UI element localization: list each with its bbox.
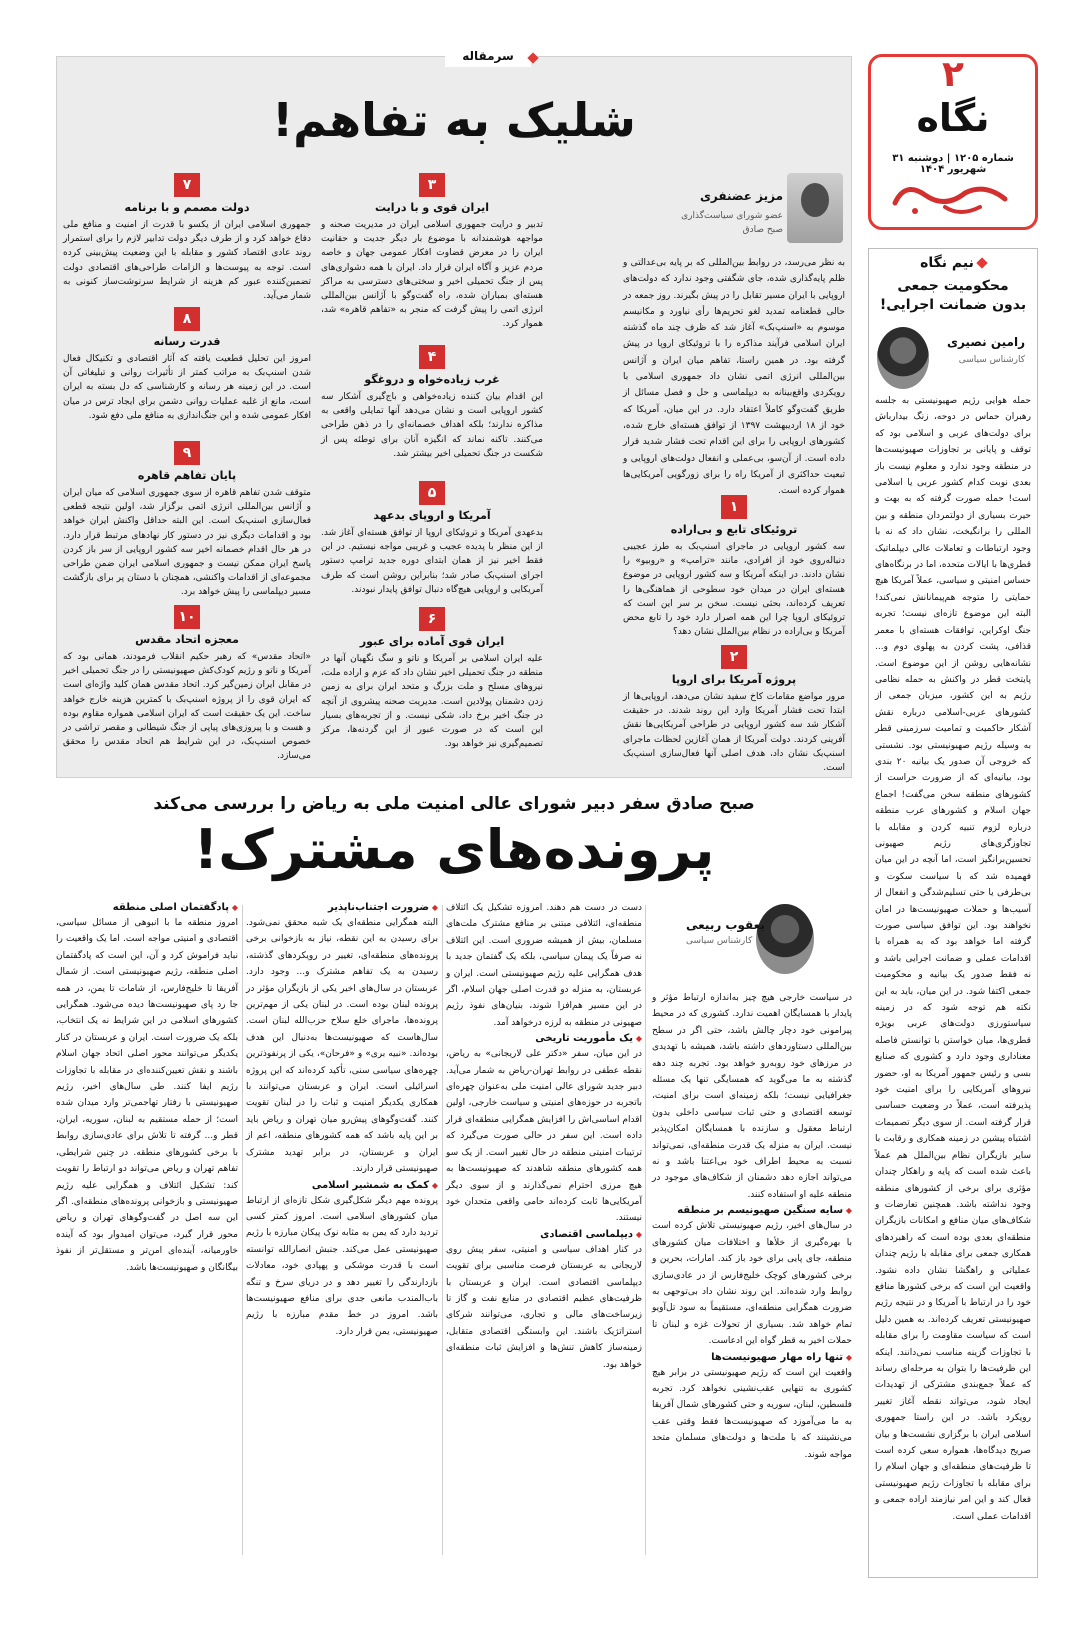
author-name: یعقوب ربیعی	[686, 918, 765, 932]
item-heading: دولت مصمم و با برنامه	[124, 201, 250, 214]
item-number: ۱	[721, 495, 747, 519]
item-body: سه کشور اروپایی در ماجرای اسنپ‌بک به طرز عجیبی دنباله‌روی خود از افرادی، مانند «ترامپ» و «روبیو» را نشان دادند. در اینکه آمریکا و سه کشور اروپایی در موضوع هسته‌ای ایران در میدان خود سطوحی از هماهنگی‌ها را تعریف کرده‌اند، بحثی نیست. سخن بر سر این است که تروئیکای اروپا چرا این همه اصرار دارد خود را تابع محض آمریکا و بی‌اراده در نظام بین‌الملل نشان دهد؟	[623, 542, 845, 638]
editorial-item	[623, 645, 845, 775]
editorial-box	[56, 49, 852, 778]
subheading: ◆ پادگفتمان اصلی منطقه	[56, 902, 238, 913]
author-role: کارشناس سیاسی	[958, 355, 1025, 365]
paragraph: البته همگرایی منطقه‌ای یک شبه محقق نمی‌شود. برای رسیدن به این نقطه، نیاز به بازخوانی برخی پرونده‌های منطقه‌ای، تغییر در رویکردهای گذشته، رسیدن به یک تفاهم مشترک و... وجود دارد. عربستان در سال‌های اخیر یکی از بازیگران مؤثر در پرونده لبنان بوده است. در لبنان یکی از مهم‌ترین پرونده‌ها، ماجرای خلع سلاح حزب‌الله لبنان است. سال‌هاست که صهیونیست‌ها به‌دنبال این هدف بوده‌اند. «نبیه بری» و «فرحان»، یکی از پرنفوذترین چهره‌های سیاسی سنی، تأکید کرده‌اند که این پروژه اسرائیلی است. ایران و عربستان می‌توانند با همکاری یکدیگر امنیت و ثبات را در لبنان تقویت کنند. گفت‌وگوهای پیش‌رو میان تهران و ریاض باید بر این پایه باشد که همه کشورهای منطقه، اعم از ایران و عربستان، در برابر تهدید مشترک صهیونیستی قرار دارند.	[246, 918, 438, 1175]
editorial-item	[321, 173, 543, 332]
item-body: این اقدام بیان کننده زیاده‌خواهی و باج‌گیری آشکار سه کشور اروپایی است و نشان می‌دهد آنها تمایلی واقعی به مذاکره ندارند؛ بلکه اهداف خصمانه‌ای را در ذهن طراحی می‌کنند. تاکنه نماند که انگیزه آنان برای توطئه پس از شکست در جنگ تحمیلی اخیر بیشتر شد.	[321, 392, 543, 459]
item-body: متوقف شدن تفاهم قاهره از سوی جمهوری اسلامی که میان ایران و آژانس بین‌المللی انرژی اتمی برگزار شد، اولین نتیجه قطعی فعال‌سازی اسنپ‌بک است. این البته حداقل واکنش ایران خواهد بود و اقدامات دیگری نیز در دستور کار نهادهای مرتبط قرار دارد. در هر حال اقدام خصمانه اخیر سه کشور اروپایی از سر باز کردن پاسخ ایران ممکن نیست و جمهوری اسلامی ایران ضمن طراحی مجموعه‌ای از اقدامات واکنشی، همچنان با دستان پر برای بازگشت مسیر دیپلماسی را پیش خواهد برد.	[63, 488, 311, 598]
item-heading: پایان تفاهم قاهره	[137, 469, 237, 482]
column-divider	[442, 905, 443, 1555]
author-role: کارشناس سیاسی	[686, 936, 753, 946]
item-number: ۵	[419, 481, 445, 505]
author-photo	[877, 327, 929, 389]
author-photo	[756, 904, 814, 974]
item-number: ۸	[174, 307, 200, 331]
lead-title: پرونده‌های مشترک!	[193, 818, 715, 881]
item-number: ۶	[419, 607, 445, 631]
editorial-item	[321, 481, 543, 597]
masthead	[868, 54, 1038, 230]
newspaper-logo	[885, 173, 1015, 219]
subheading: ◆ تنها راه مهار صهیونیست‌ها	[652, 1352, 852, 1363]
article-column-4	[56, 900, 238, 1276]
diamond-icon	[976, 257, 987, 268]
author-name: رامین نصیری	[946, 335, 1025, 349]
paragraph: در کنار اهداف سیاسی و امنیتی، سفر پیش روی لاریجانی به عربستان فرصت مناسبی برای تقویت دیپلماسی اقتصادی است. ایران و عربستان با ظرفیت‌های عظیم اقتصادی در منابع نفت و گاز تا زیرساخت‌های مالی و تجاری، می‌توانند شرکای استراتژیک باشند. این وابستگی اقتصادی متقابل، زمینه‌ساز کاهش تنش‌ها و افزایش ثبات منطقه‌ای خواهد بود.	[446, 1244, 642, 1370]
lead-author	[652, 904, 852, 984]
item-number: ۲	[721, 645, 747, 669]
editorial-item	[623, 495, 845, 639]
sidebar-title: محکومیت جمعی بدون ضمانت اجرایی!	[879, 278, 1027, 313]
column-divider	[242, 905, 243, 1555]
paragraph: در سیاست خارجی هیچ چیز به‌اندازه ارتباط مؤثر و پایدار با همسایگان اهمیت ندارد. کشوری که در محیط پیرامونی خود دچار چالش باشد، حتی اگر در سطح بین‌المللی دستاوردهای داشته باشد، همیشه با تهدیدی در مرزهای خود روبه‌رو خواهد بود. تجربه چند دهه گذشته به ما می‌گوید که همسایگی تنها یک مسئله جغرافیایی نیست؛ بلکه زمینه‌ای است برای امنیت، توسعه اقتصادی و حتی ثبات سیاسی داخلی بدون ارتباط معقول و سازنده با همسایگان امکان‌پذیر نیست. ایران به منزله یک قدرت منطقه‌ای، نمی‌تواند نسبت به محیط اطراف خود بی‌اعتنا باشد و نه می‌تواند اجازه دهد دشمنان از شکاف‌های موجود در منطقه علیه او استفاده کنند.	[652, 993, 852, 1200]
subheading: ◆ کمک به شمشیر اسلامی	[246, 1180, 438, 1191]
item-heading: ایران قوی آماده برای عبور	[359, 635, 505, 648]
author-role: عضو شورای سیاست‌گذاری صبح صادق	[681, 211, 783, 235]
article-column-2	[446, 900, 642, 1373]
paragraph: واقعیت این است که رژیم صهیونیستی در برابر هیچ کشوری به تنهایی عقب‌نشینی نخواهد کرد. تجربه فلسطین، لبنان، سوریه و حتی کشورهای شمال آفریقا به ما می‌آموزد که صهیونیست‌ها فقط وقتی عقب می‌نشینند که با ملت‌ها و دولت‌های مسلمان متحد مواجه شوند.	[652, 1367, 852, 1460]
subheading: ◆ ضرورت اجتناب‌ناپذیر	[246, 902, 438, 913]
paragraph: پرونده مهم دیگر شکل‌گیری شکل تازه‌ای از ارتباط میان کشورهای اسلامی است. امروز کمتر کسی تردید دارد که یمن به مثابه نوک پیکان مبارزه با رژیم صهیونیستی عمل می‌کند. جنبش انصارالله توانسته است با قدرت موشکی و پهپادی خود، معادلات بازدارندگی را تغییر دهد و در دریای سرخ و تنگه باب‌المندب مانعی جدی برای منافع صهیونیست‌ها باشد. امروز در خط مقدم مبارزه با رژیم صهیونیستی، یمن قرار دارد.	[246, 1195, 438, 1337]
section-name: نگاه	[916, 96, 990, 140]
editorial-item	[63, 173, 311, 303]
subheading: ◆ سایه سنگین صهیونیسم بر منطقه	[652, 1205, 852, 1216]
author-photo	[787, 173, 843, 243]
subheading: ◆ یک مأموریت تاریخی	[446, 1033, 642, 1044]
item-body: جمهوری اسلامی ایران از یکسو با قدرت از امنیت و منافع ملی دفاع خواهد کرد و از طرف دیگر دولت تدابیر لازم را برای استمرار روند عادی اقتصاد کشور و مقابله با این وضعیت پیش‌بینی کرده است. توجه به پیوست‌ها و الزامات طراحی‌های اقتصادی دولت تضمین‌کننده عبور کم هزینه از شرایط سرنوشت‌ساز کنونی به شمار می‌آید.	[63, 220, 311, 302]
article-column-3	[246, 900, 438, 1340]
item-heading: معجزه اتحاد مقدس	[135, 633, 239, 646]
subheading: ◆ دیپلماسی اقتصادی	[446, 1229, 642, 1240]
sidebar-body: حمله هوایی رژیم صهیونیستی به جلسه رهبران حماس در دوحه، زنگ بیدارباش برای دولت‌های عربی و اسلامی بود که توقف و پایانی بر تجاوزات صهیونیست‌ها در منطقه وجود ندارد و معلوم نیست باز بعدی نوبت کدام کشور عربی یا اسلامی است! حمله صورت گرفته که به بهت و حیرت بسیاری از دولتمردان منطقه و بین المللی را برانگیخت، نشان داد که نه با وجود ارتباطات و تعاملات عالی دیپلماتیک قطری‌ها با ایالات متحده، اما در برنگاه‌های حساس امنیتی و سیاسی، عملاً آمریکا هیچ حمایتی را متوجه هم‌پیمانانش نمی‌کند! البته این موضوع تازه‌ای نیست؛ تجربه جنگ اوکراین، توافقات هسته‌ای با معمر قذافی، پشت کردن به پهلوی دوم و... نشانه‌هایی روشن از این موضوع است. پایتخت قطر در واکنش به حمله نظامی رژیم به این کشور، میزبان جمعی از کشورهای عربی-اسلامی درباره نقش آشکار حاکمیت و تمامیت سرزمینی قطر به وسیله رژیم صهیونیستی بود. نشستی که خروجی آن صدور یک بیانیه ۲۰ بندی بود، بیانیه‌ای که از ضرورت حراست از کشورهای منطقه سخن می‌گفت! اجماع جهان اسلام و کشورهای عرب منطقه درباره لزوم تنبیه کردن و مقابله با تجاوزگری‌های رژیم صهیونی تحسین‌برانگیز است، اما آنچه در این میان فهمیده شد که با سیاست سکوت و بی‌طرفی یا حتی تسلیم‌شدگی و انفعال از آسیب‌ها و حملات صهیونیست‌ها در امان نخواهند بود. این توافق سیاسی صورت گرفته اما خواهد بود که به همراه با اقدامات عملی و ضمانت اجرایی باشد و نه فقط صدور یک بیانیه و محکومیت جمعی اکتفا شود. در این میان، باید به این نکته هم توجه شود که در زمینه سیاستورزی دولت‌های عربی بویژه قطری‌ها، میان خواستن با توانستن فاصله معناداری وجود دارد و کشوری که صنایع بسی و رئیس جمهور آمریکا به او، حضور نیروهای آمریکایی را برای امنیت خود پذیرفته است، عملاً در وضعیت حساسی قرار گرفته است. از سوی دیگر تصمیمات اشتباه پیشین در زمینه همکاری و رقابت با سایر بازیگران نظام بین‌الملل هم عملاً باعث شده است که پایه و راهکار چندان مؤثری برای برخی از کشورهای منطقه وجود نداشته باشد. همچنین تعارضات و شکاف‌های میان منافع و امکانات بازیگران منطقه‌ای بعدی بوده است که راهبردهای همکاری جمعی برای مقابله با رژیم چندان عملیاتی و راهگشا نشان داده نشود. واقعیت این است که برخی کشورها منافع خود را در ارتباط با آمریکا و در نتیجه رژیم صهیونیستی تعریف کرده‌اند. به همین دلیل است که سیاست مقاومت را برای مقابله با تجاوزات گزینه مناسب نمی‌دانند. اینکه این ظرفیت‌ها را بتوان به مرحله‌ای رساند که عملاً جمع‌بندی مشترکی از تهدیدات ایجاد شود، می‌تواند نقطه آغاز تغییر رویکرد باشد. در این راستا جمهوری اسلامی ایران با برگزاری نشست‌ها و بیان صریح دیدگاه‌ها، همواره سعی کرده است تا ظرفیت‌های منطقه‌ای و جهان اسلام را برای مقابله با تجاوزات رژیم صهیونیستی فعال کند و این امر نیازمند اراده جمعی و اقدامات عملی است.	[875, 396, 1031, 1522]
item-number: ۹	[174, 441, 200, 465]
item-body: امروز این تحلیل قطعیت یافته که آثار اقتصادی و تکنیکال فعال شدن اسنپ‌بک به مراتب کمتر از تأثیرات روانی و تبلیغاتی آن است. در این زمینه هر رسانه و کارشناسی که دل بسته به ایران است، مانع از غلبه عملیات روانی دشمن برای ایجاد ترس در میان افکار عمومی شده و این جنگ‌اندازی به منافع ملی دفع شود.	[63, 354, 311, 421]
item-heading: قدرت رسانه	[153, 335, 221, 348]
editorial-item	[63, 307, 311, 423]
paragraph: دست در دست هم دهند. امروزه تشکیل یک ائتلاف منطقه‌ای، ائتلافی مبتنی بر منافع مشترک ملت‌های مسلمان، بیش از همیشه ضروری است. این ائتلاف نه صرفاً یک پیمان سیاسی، بلکه یک گفتمان جدید با هدف همگرایی علیه رژیم صهیونیستی است. ایران و عربستان، به منزله دو قدرت اصلی جهان اسلام، اگر در این مسیر هم‌افزا شوند، بنیان‌های نفوذ رژیم صهیونی در منطقه به لرزه درخواهد آمد.	[446, 903, 642, 1028]
sidebar-kicker: نیم نگاه	[875, 255, 1031, 271]
item-body: علیه ایران اسلامی بر آمریکا و ناتو و سگ نگهبان آنها در منطقه در جنگ تحمیلی اخیر نشان داد که عزم و اراده ملت، نیروهای مسلح و ملت بزرگ و متحد ایران برای به زمین زدن دشمنان پولادین است. مدیریت صحنه پیشروی از آنچه در جنگ اخیر برخ داد، شکی نیست. و از تجربه‌های بسیار این است که در صورت عبور از این گردنه‌ها، مرکز تصمیم‌گیری نیز خواهد بود.	[321, 654, 543, 750]
paragraph: در این میان، سفر «دکتر علی لاریجانی» به ریاض، نقطه عطفی در روابط تهران-ریاض به شمار می‌آید. دبیر جدید شورای عالی امنیت ملی به‌عنوان چهره‌ای باتجربه در حوزه‌های امنیتی و سیاست خارجی، اولین اقدام اساسی‌اش را افزایش همگرایی منطقه‌ای قرار داده است. این سفر در حالی صورت می‌گیرد که ترتیبات امنیتی منطقه در حال تغییر است. از یک سو همه کشورهای منطقه شاهدند که صهیونیست‌ها به هیچ مرزی احترام نمی‌گذارند و از سوی دیگر آمریکایی‌ها ثابت کرده‌اند حامی واقعی متحدان خود نیستند.	[446, 1049, 642, 1224]
item-number: ۴	[419, 345, 445, 369]
item-heading: تروئیکای تابع و بی‌اراده	[670, 523, 798, 536]
item-body: مرور مواضع مقامات کاخ سفید نشان می‌دهد، اروپایی‌ها از ابتدا تحت فشار آمریکا وارد این روند شدند. در حقیقت آشکار شد سه کشور اروپایی در طراحی آمریکایی‌ها نقش آفرینی کردند. دولت آمریکا از همان آغازین لحظات ماجرای اسنپ‌بک نشان داد، هدف اصلی آنها فعال‌سازی اسنپ‌بک است.	[623, 692, 845, 774]
page-number: ۲	[942, 54, 964, 95]
item-number: ۳	[419, 173, 445, 197]
item-number: ۱۰	[174, 605, 200, 629]
item-body: تدبیر و درایت جمهوری اسلامی ایران در مدیریت صحنه و مواجهه هوشمندانه با موضوع بار دیگر جدیت و حقانیت ایران را در معرض قضاوت افکار عمومی جهان و خاصه مردم عزیز و آگاه ایران قرار داد. ایران با همه دشواری‌های پس از جنگ تحمیلی اخیر و سختی‌های دسترسی به مراکز هسته‌ای بمباران شده، راه گفت‌وگو با آژانس بین‌المللی انرژی اتمی را پیش گرفت که منجر به «تفاهم قاهره» شد، هموار کرد.	[321, 220, 543, 330]
item-number: ۷	[174, 173, 200, 197]
editorial-intro: به نظر می‌رسد، در روابط بین‌المللی که بر پایه بی‌عدالتی و ظلم پایه‌گذاری شده، جای شگفتی وجود ندارد که دولت‌های اروپایی با ایران مسیر تقابل را در پیش بگیرند. روز جمعه در حالی قطعنامه تمدید لغو تحریم‌ها رأی نیاورد و مکانیسم موسوم به «اسنپ‌بک» آغاز شد که ظرف چند ماه گذشته ایران اسلامی فرآیند مذاکره را با تروئیکای اروپا در پیش گرفته بود. در همین راستا، تفاهم میان ایران و آژانس بین‌المللی انرژی اتمی نشان داد جمهوری اسلامی با رویکردی واقع‌بینانه به دیپلماسی و حل و فصل مسائل از طریق گفت‌وگو کاملاً اعتقاد دارد. در این میان، آمریکا که خود از ۱۸ اردیبهشت ۱۳۹۷ از توافق هسته‌ای خارج شده، کشورهای اروپایی را برای این اقدام تحت فشار شدید قرار داده است. از آن‌سو، بی‌عملی و انفعال دولت‌های اروپایی و تبعیت حداکثری از آمریکا راه را برای زورگویی آمریکایی‌ها هموار کرده است.	[623, 258, 845, 497]
editorial-item	[321, 345, 543, 461]
item-body: بدعهدی آمریکا و تروئیکای اروپا از توافق هسته‌ای آغاز شد. از این منظر با پدیده عجیب و غریبی مواجه نیستیم. در این فقط اخیر نیز از همان ابتدای دوره جدید ترامپ دستور اجرای اسنپ‌بک صادر شد؛ بنابراین روشن است که طرف آمریکایی و اروپایی هیچ‌گاه دنبال توافق پایدار نبودند.	[321, 528, 543, 595]
paragraph: امروز منطقه ما با انبوهی از مسائل سیاسی، اقتصادی و امنیتی مواجه است. اما یک واقعیت را نباید فراموش کرد و آن، این است که پادگفتمان اصلی منطقه، رژیم صهیونیستی است. از شمال آفریقا تا خلیج‌فارس، از شامات تا یمن، در همه جا رد پای صهیونیست‌ها دیده می‌شود. همگرایی کشورهای اسلامی در این شرایط نه یک انتخاب، بلکه یک ضرورت است. ایران و عربستان در کنار یکدیگر می‌توانند محور اصلی اتحاد جهان اسلام باشند و نقش تعیین‌کننده‌ای در مقابله با تجاوزات رژیم ایفا کنند. طی سال‌های اخیر، رژیم صهیونیستی با رفتار تهاجمی‌تر وارد میدان شده است؛ از حمله مستقیم به لبنان، سوریه، ایران، قطر و... گرفته تا تلاش برای عادی‌سازی روابط با برخی کشورهای منطقه. در چنین شرایطی، تفاهم تهران و ریاض می‌تواند دو ارتباط را تقویت کند: تشکیل ائتلاف و همگرایی علیه رژیم صهیونیستی و بازخوانی پرونده‌های منطقه‌ای. اگر این سه اصل در گفت‌وگوهای تهران و ریاض محور قرار گیرد، می‌توان امیدوار بود که آینده خاورمیانه، آینده‌ای امن‌تر و مستقل‌تر از نفوذ بیگانگان و صهیونیست‌ها باشد.	[56, 918, 238, 1273]
editorial-title: شلیک به تفاهم!	[272, 93, 636, 147]
editorial-tag: سرمقاله	[445, 49, 531, 67]
sidebar-column	[868, 248, 1038, 1578]
editorial-item	[321, 607, 543, 751]
editorial-item	[63, 441, 311, 600]
item-body: «اتحاد مقدس» که رهبر حکیم انقلاب فرمودند، همانی بود که آمریکا و ناتو و رژیم کودک‌کش صهیونیستی را در جنگ تحمیلی اخیر در مقابل ایران زمین‌گیر کرد. اتحاد مقدس همان کلید واژه‌ای است که ایران قوی را از پروژه اسنپ‌بک با کمترین هزینه خارج خواهد ساخت. این یک حقیقت است که ایران اسلامی همواره مقاوم بوده و هست و با پیروزی‌های پیاپی از جنگ شیطانی و مقصر تراشی در خصوص اسنپ‌بک، در این شرایط هم اتحاد مقدس را محقق می‌سازد.	[63, 652, 311, 762]
issue-line: شماره ۱۲۰۵ | دوشنبه ۳۱ شهریور ۱۴۰۴	[892, 153, 1014, 175]
article-column-1	[652, 990, 852, 1463]
sidebar-author	[875, 323, 1031, 393]
item-heading: پروژه آمریکا برای اروپا	[671, 673, 797, 686]
paragraph: در سال‌های اخیر، رژیم صهیونیستی تلاش کرده است با بهره‌گیری از خلأها و اختلافات میان کشورهای منطقه، جای پایی برای خود باز کند. امارات، بحرین و برخی کشورهای کوچک خلیج‌فارس از در عادی‌سازی روابط وارد شده‌اند. این روند نشان داد بی‌توجهی به ضرورت همگرایی منطقه‌ای، مستقیماً به سود تل‌آویو تمام خواهد شد. بسیاری از تحولات غزه و لبنان تا حملات اخیر به قطر گواه این ادعاست.	[652, 1221, 852, 1347]
item-heading: ایران قوی و با درایت	[374, 201, 490, 214]
column-divider	[645, 905, 646, 1555]
item-heading: غرب زیاده‌خواه و دروغگو	[364, 373, 500, 386]
editorial-item	[63, 605, 311, 764]
lead-kicker: صبح صادق سفر دبیر شورای عالی امنیت ملی به ریاض را بررسی می‌کند	[153, 794, 755, 814]
item-heading: آمریکا و اروپای بدعهد	[373, 509, 491, 522]
author-name: مزیز عضنفری	[699, 189, 783, 203]
